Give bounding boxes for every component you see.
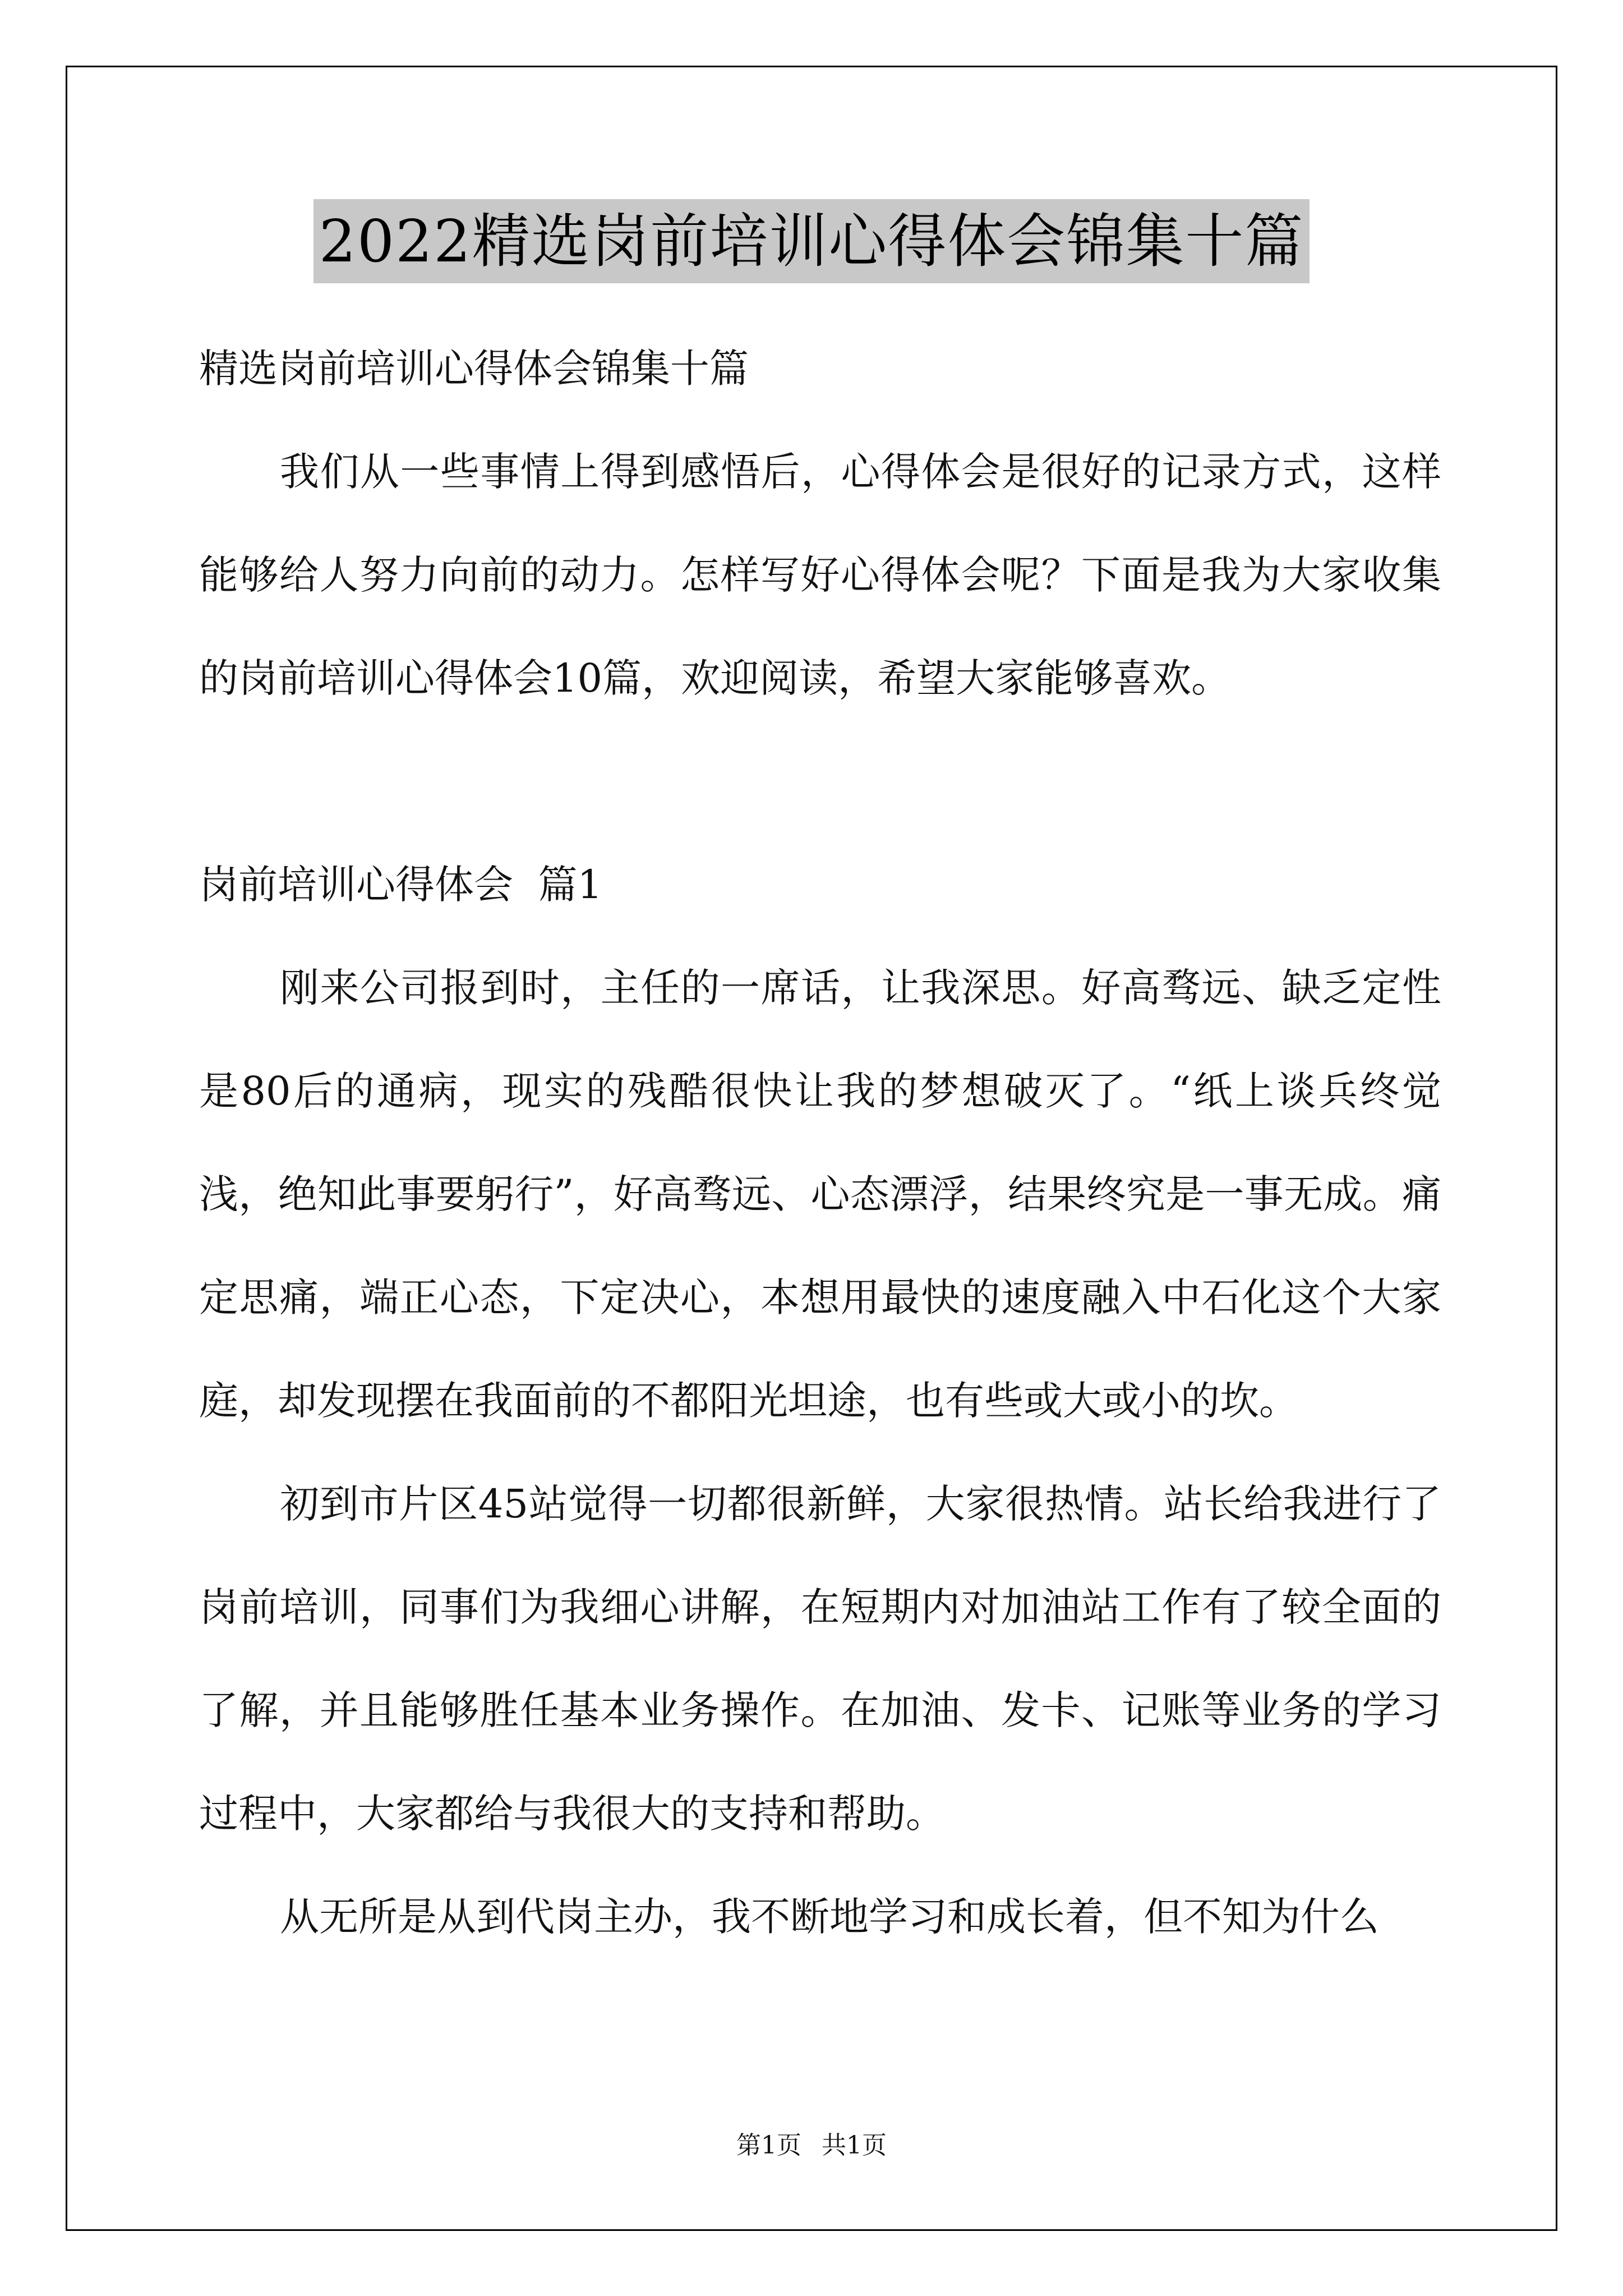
intro-paragraph: 我们从一些事情上得到感悟后，心得体会是很好的记录方式，这样能够给人努力向前的动力。怎样写好心得体会呢？下面是我为大家收集的岗前培训心得体会10篇，欢迎阅读，希望大家能够喜欢。 bbox=[199, 449, 1441, 701]
document-title: 2022精选岗前培训心得体会锦集十篇 bbox=[313, 199, 1310, 283]
page-footer bbox=[0, 2129, 1623, 2162]
section-heading: 岗前培训心得体会 篇1 bbox=[199, 862, 603, 908]
document-subtitle: 精选岗前培训心得体会锦集十篇 bbox=[199, 346, 749, 392]
body-paragraph: 从无所是从到代岗主办，我不断地学习和成长着，但不知为什么 bbox=[280, 1894, 1379, 1940]
page-number: 第1页 bbox=[736, 2131, 801, 2160]
title-container bbox=[0, 199, 1623, 283]
body-paragraph: 初到市片区45站觉得一切都很新鲜，大家很热情。站长给我进行了岗前培训，同事们为我细心讲解，在短期内对加油站工作有了较全面的了解，并且能够胜任基本业务操作。在加油、发卡、记账等业务的学习过程中，大家都给与我很大的支持和帮助。 bbox=[199, 1481, 1441, 1837]
page-total: 共1页 bbox=[822, 2131, 887, 2160]
body-paragraph: 刚来公司报到时，主任的一席话，让我深思。好高骛远、缺乏定性是80后的通病，现实的残酷很快让我的梦想破灭了。“纸上谈兵终觉浅，绝知此事要躬行”，好高骛远、心态漂浮，结果终究是一事无成。痛定思痛，端正心态，下定决心，本想用最快的速度融入中石化这个大家庭，却发现摆在我面前的不都阳光坦途，也有些或大或小的坎。 bbox=[199, 965, 1441, 1424]
document-body bbox=[199, 317, 1441, 1968]
